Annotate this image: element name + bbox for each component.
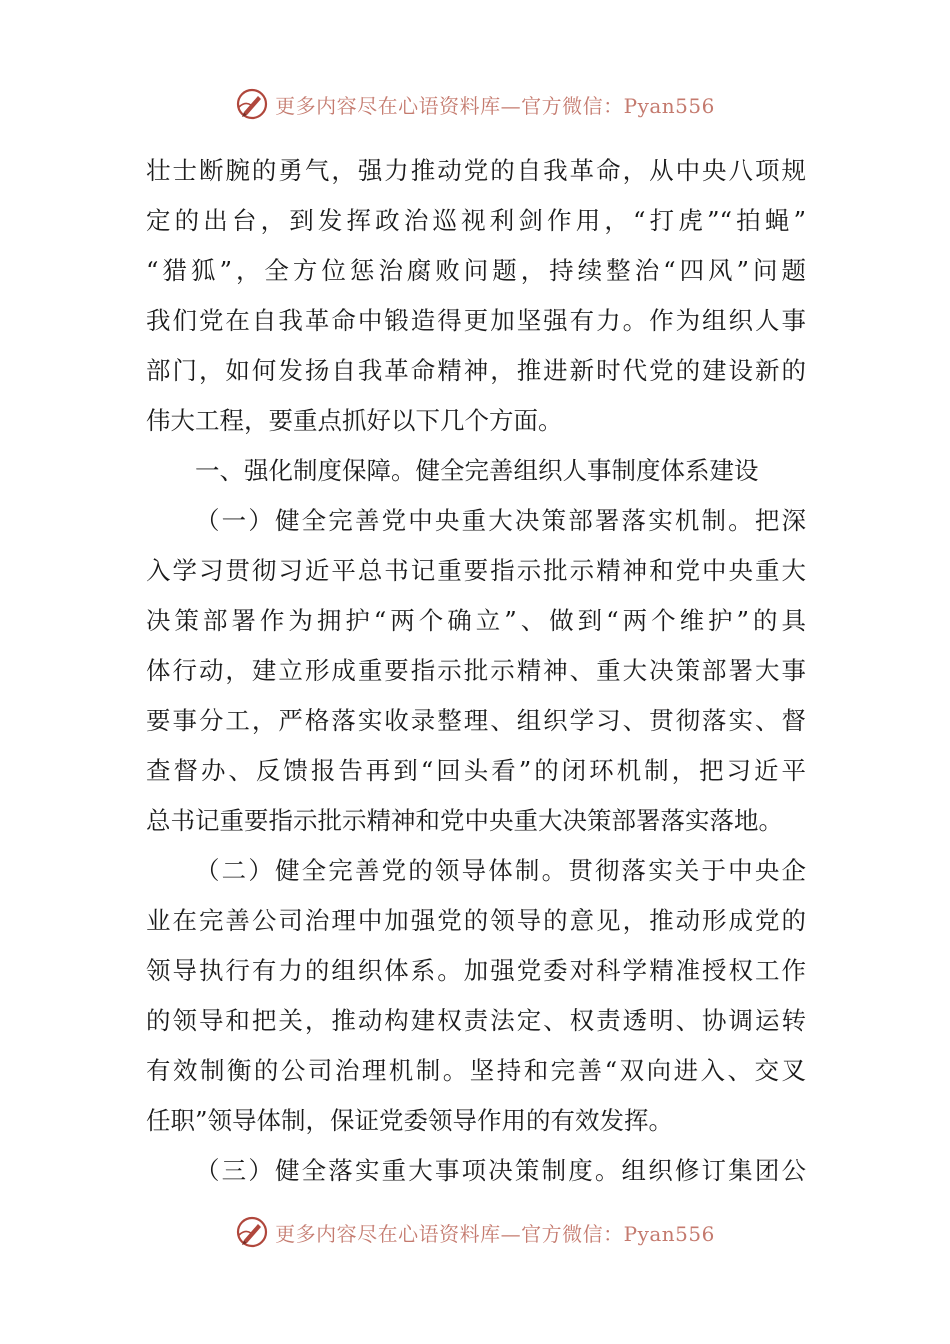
- document-body: [146, 146, 806, 1196]
- body-line: 决策部署作为拥护“两个确立”、做到“两个维护”的具: [146, 606, 806, 635]
- body-line: 领导执行有力的组织体系。加强党委对科学精准授权工作: [146, 956, 806, 985]
- body-line: “猎狐”，全方位惩治腐败问题，持续整治“四风”问题: [146, 256, 806, 285]
- body-line: 的领导和把关，推动构建权责法定、权责透明、协调运转: [146, 1006, 806, 1035]
- body-line: 入学习贯彻习近平总书记重要指示批示精神和党中央重大: [146, 556, 806, 585]
- body-line: 伟大工程，要重点抓好以下几个方面。: [146, 406, 563, 435]
- pen-logo-icon: [235, 87, 269, 121]
- body-line: 壮士断腕的勇气，强力推动党的自我革命，从中央八项规: [146, 156, 806, 185]
- body-line: 业在完善公司治理中加强党的领导的意见，推动形成党的: [146, 906, 806, 935]
- body-line: 要事分工，严格落实收录整理、组织学习、贯彻落实、督: [146, 706, 806, 735]
- body-line: （三）健全落实重大事项决策制度。组织修订集团公: [195, 1156, 806, 1185]
- body-line: 查督办、反馈报告再到“回头看”的闭环机制，把习近平: [146, 756, 806, 785]
- pen-logo-icon: [235, 1215, 269, 1249]
- body-line: 部门，如何发扬自我革命精神，推进新时代党的建设新的: [146, 356, 806, 385]
- body-line: （一）健全完善党中央重大决策部署落实机制。把深: [195, 506, 806, 535]
- body-line: （二）健全完善党的领导体制。贯彻落实关于中央企: [195, 856, 806, 885]
- footer-banner-text: 更多内容尽在心语资料库—官方微信：Pyan556: [275, 1221, 715, 1246]
- body-line: 任职”领导体制，保证党委领导作用的有效发挥。: [146, 1106, 674, 1135]
- body-line: 有效制衡的公司治理机制。坚持和完善“双向进入、交叉: [146, 1056, 806, 1085]
- footer-banner: [0, 1212, 950, 1252]
- body-line: 定的出台，到发挥政治巡视利剑作用，“打虎”“拍蝇”: [146, 206, 806, 235]
- header-banner-text: 更多内容尽在心语资料库—官方微信：Pyan556: [275, 93, 715, 118]
- body-line: 总书记重要指示批示精神和党中央重大决策部署落实落地。: [146, 806, 783, 835]
- section-heading: 一、强化制度保障。健全完善组织人事制度体系建设: [195, 456, 759, 485]
- body-line: 我们党在自我革命中锻造得更加坚强有力。作为组织人事: [146, 306, 806, 335]
- header-banner: [0, 84, 950, 124]
- body-line: 体行动，建立形成重要指示批示精神、重大决策部署大事: [146, 656, 806, 685]
